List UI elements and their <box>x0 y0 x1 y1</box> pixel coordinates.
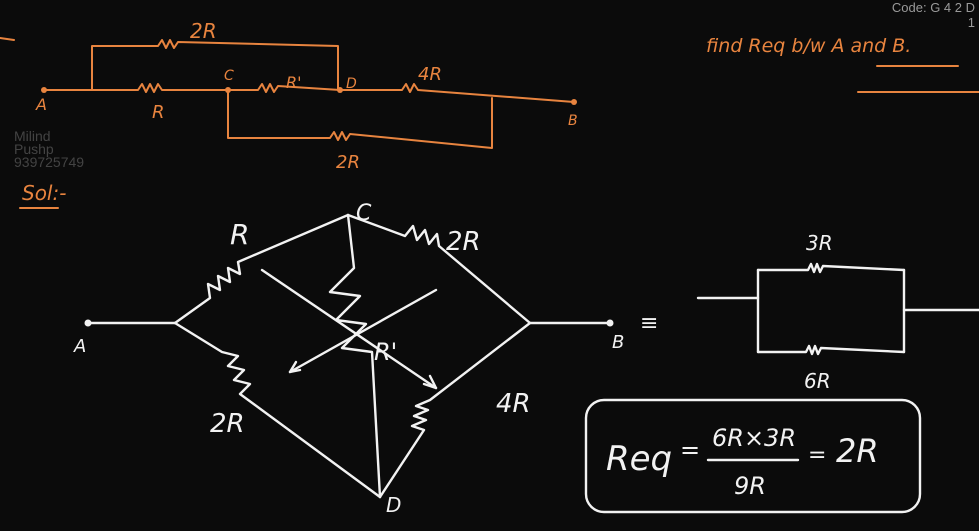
code-label: Code: G 4 2 D <box>891 0 975 15</box>
result-equals-2: = <box>808 443 827 468</box>
page-number: 1 <box>967 15 975 30</box>
watermark-phone: 939725749 <box>14 154 85 170</box>
result-numerator: 6R×3R <box>712 424 796 452</box>
eq-label-3R: 3R <box>806 231 833 255</box>
bridge-wire-c-d <box>330 215 380 497</box>
bridge-label-R-prime: R' <box>374 338 398 366</box>
watermark-name: Milind <box>14 128 51 144</box>
current-arrow-2 <box>290 290 436 372</box>
eq-wire-top-3R <box>758 264 904 272</box>
bridge-node-b: B <box>612 332 625 353</box>
wire-bottom-2R <box>228 90 492 148</box>
bridge-diagram <box>73 201 624 517</box>
bridge-wire-c-b <box>348 215 530 323</box>
bridge-node-c: C <box>356 201 372 226</box>
result-box <box>586 400 920 512</box>
node-a-dot <box>41 87 47 93</box>
top-node-b: B <box>568 113 578 129</box>
result-value: 2R <box>836 432 879 470</box>
top-circuit <box>35 19 578 173</box>
top-label-2R-lower: 2R <box>336 152 360 173</box>
top-label-R-prime: R' <box>286 73 302 92</box>
top-label-R: R <box>152 102 165 123</box>
wire-d-b <box>340 84 574 102</box>
top-label-2R-upper: 2R <box>190 19 217 43</box>
bridge-label-2R-top: 2R <box>446 227 481 257</box>
wire-a-c <box>44 84 228 92</box>
node-d-dot <box>337 87 343 93</box>
eq-wire-bottom-6R <box>758 346 904 354</box>
bridge-label-4R: 4R <box>496 389 531 419</box>
wire-c-d <box>228 84 340 92</box>
node-c-dot <box>225 87 231 93</box>
eq-label-6R: 6R <box>804 369 831 393</box>
top-label-4R: 4R <box>418 64 442 85</box>
result-denominator: 9R <box>734 472 766 500</box>
result-lhs: Req <box>606 439 673 479</box>
watermark-surname: Pushp <box>14 141 54 157</box>
bridge-node-b-dot <box>607 320 614 327</box>
bridge-label-2R-bottom: 2R <box>210 409 245 439</box>
equivalent-circuit <box>698 231 979 393</box>
top-node-c: C <box>224 68 234 84</box>
top-node-a: A <box>36 95 47 114</box>
bridge-node-d: D <box>386 493 402 517</box>
edge-stroke <box>0 38 14 40</box>
solution-label: Sol:- <box>22 181 67 205</box>
bridge-label-R: R <box>230 218 250 251</box>
question-text: find Req b/w A and B. <box>706 35 912 57</box>
bridge-node-a: A <box>74 336 87 357</box>
bridge-node-a-dot <box>85 320 92 327</box>
result-equals-1: = <box>680 436 701 464</box>
equivalence-symbol: ≡ <box>640 311 659 336</box>
current-arrow-1 <box>262 270 436 388</box>
node-b-dot <box>571 99 577 105</box>
top-node-d: D <box>346 76 357 92</box>
